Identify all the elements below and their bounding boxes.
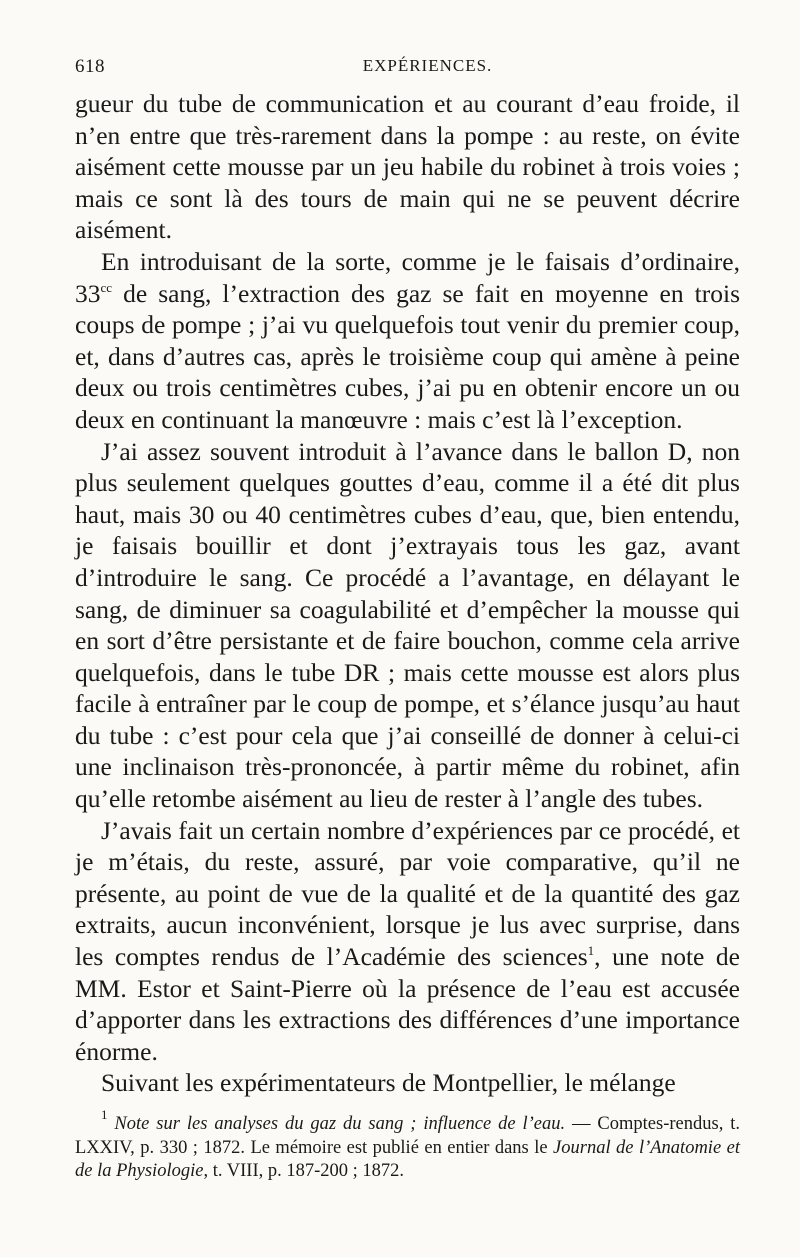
page-number: 618 (75, 56, 105, 77)
footnote-journal: Journal de l’Anatomie et de la Physiologie (75, 1137, 740, 1181)
paragraph: gueur du tube de communication et au courant d’eau froide, il n’en entre que très-rarement dans la pompe : au reste, on évite aisément cette mousse par un jeu habile du robinet à trois voies ; mais ce sont là des tours de main qui ne se peuvent décrire aisément. (75, 89, 740, 245)
body-text (75, 88, 740, 1099)
paragraph (75, 246, 740, 436)
footnote-marker: 1 (101, 1107, 108, 1122)
book-page (75, 54, 740, 1184)
unit-superscript: cc (100, 279, 113, 295)
footnote-reference: 1 (587, 943, 595, 959)
page-header (75, 54, 740, 88)
paragraph (75, 815, 740, 1068)
paragraph-text: de sang, l’extraction des gaz se fait en moyenne en trois coups de pompe ; j’ai vu quelquefois tout venir du premier coup, et, dans d’autres cas, après le troisième coup qui amène à peine deux ou trois centimètres cubes, j’ai pu en obtenir encore un ou deux en continuant la manœuvre : mais c’est là l’exception. (75, 278, 740, 434)
footnotes (75, 1107, 741, 1184)
running-title: EXPÉRIENCES. (362, 56, 493, 75)
footnote (75, 1107, 741, 1184)
footnote-title: Note sur les analyses du gaz du sang ; influence de l’eau. (114, 1114, 566, 1134)
paragraph-text: En introduisant de la sorte, comme je le faisais d’ordinaire, 33 (75, 246, 740, 308)
footnote-text: — Comptes-rendus, t. LXXIV, p. 330 ; 1872. Le mémoire est publié en entier dans le (75, 1114, 741, 1158)
paragraph-text: J’avais fait un certain nombre d’expériences par ce procédé, et je m’étais, du reste, assuré, par voie comparative, qu’il ne présente, au point de vue de la qualité et de la quantité des gaz extraits, aucun inconvénient, lorsque je lus avec surprise, dans les comptes rendus de l’Académie des sciences (75, 815, 740, 972)
footnote-text: , t. VIII, p. 187-200 ; 1872. (203, 1161, 405, 1181)
paragraph-text: , une note de MM. Estor et Saint-Pierre où la présence de l’eau est accusée d’apporter dans les extractions des différences d’une importance énorme. (75, 942, 740, 1066)
paragraph: J’ai assez souvent introduit à l’avance dans le ballon D, non plus seulement quelques gouttes d’eau, comme il a été dit plus haut, mais 30 ou 40 centimètres cubes d’eau, que, bien entendu, je faisais bouillir et dont j’extrayais tous les gaz, avant d’introduire le sang. Ce procédé a l’avantage, en délayant le sang, de diminuer sa coagulabilité et d’empêcher la mousse qui en sort d’être persistante et de faire bouchon, comme cela arrive quelquefois, dans le tube DR ; mais cette mousse est alors plus facile à entraîner par le coup de pompe, et s’élance jusqu’au haut du tube : c’est pour cela que j’ai conseillé de donner à celui-ci une inclinaison très-prononcée, à partir même du robinet, afin qu’elle retombe aisément au lieu de rester à l’angle des tubes. (75, 436, 740, 814)
paragraph: Suivant les expérimentateurs de Montpellier, le mélange (101, 1068, 676, 1098)
